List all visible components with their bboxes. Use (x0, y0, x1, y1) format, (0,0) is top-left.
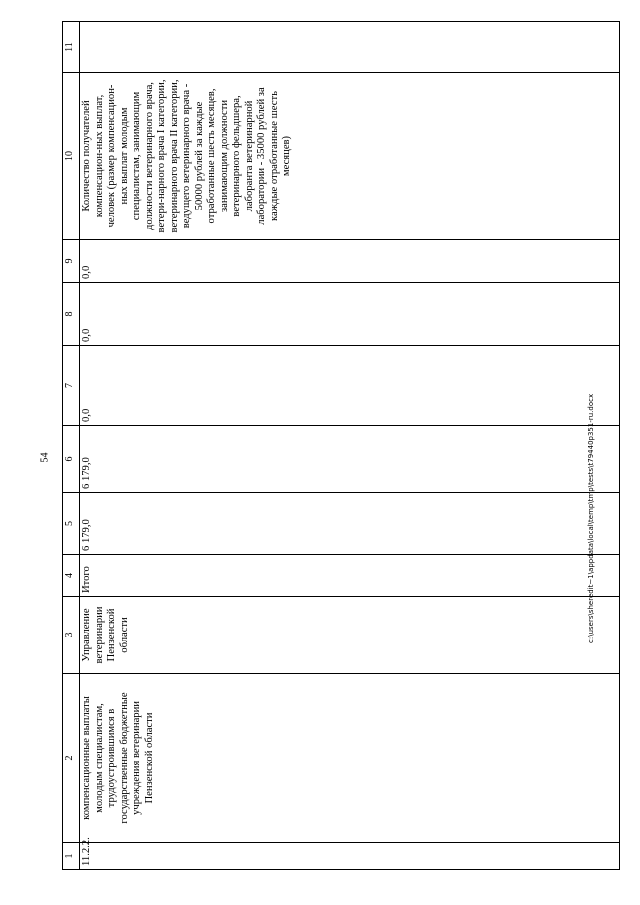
header-col-8: 8 (63, 283, 80, 346)
cell-value-8: 0,0 (80, 283, 620, 346)
header-col-4: 4 (63, 555, 80, 597)
program-table (62, 21, 620, 870)
table-rotated-wrapper (62, 22, 620, 870)
header-col-2: 2 (63, 674, 80, 843)
table-row (80, 22, 620, 870)
cell-responsible: Управление ветеринарии Пензенской области (80, 597, 620, 674)
cell-value-7: 0,0 (80, 346, 620, 426)
header-col-5: 5 (63, 493, 80, 555)
header-col-1: 1 (63, 843, 80, 870)
cell-measure-name: компенсационные выплаты молодым специалистам, трудоустроившимся в государственные бюджетные учреждения ветеринарии Пензенской области (80, 674, 620, 843)
header-col-9: 9 (63, 240, 80, 283)
cell-value-5: 6 179,0 (80, 493, 620, 555)
header-col-7: 7 (63, 346, 80, 426)
header-col-6: 6 (63, 426, 80, 493)
header-col-3: 3 (63, 597, 80, 674)
cell-value-6: 6 179,0 (80, 426, 620, 493)
cell-col-11 (80, 22, 620, 73)
header-col-10: 10 (63, 73, 80, 240)
page-number: 54 (39, 452, 51, 463)
table-rotation-frame (62, 22, 620, 870)
header-col-11: 11 (63, 22, 80, 73)
cell-total-label: Итого (80, 555, 620, 597)
cell-item-number: 11.2.2. (80, 843, 620, 870)
header-row (63, 22, 80, 870)
footer-file-path: c:\users\sheredit~1\appdata\local\temp\tmp\tests\t79440p351-ru.docx (587, 393, 595, 643)
cell-indicator: Количество получателей компенсацион-ных выплат, человек (размер компенсацион-ных выплат молодым специалистам, занимающим должности ветеринарного врача, ветери-нарного врача I категории, ветеринарного врача II категории, ведущего ветеринарного врача - 50000 рублей за каждые отработанные шесть месяцев, занимающим должности ветеринарного фельдшера, лаборанта ветеринарной лаборатории - 35000 рублей за каждые отработанные шесть месяцев) (80, 73, 620, 240)
cell-value-9: 0,0 (80, 240, 620, 283)
